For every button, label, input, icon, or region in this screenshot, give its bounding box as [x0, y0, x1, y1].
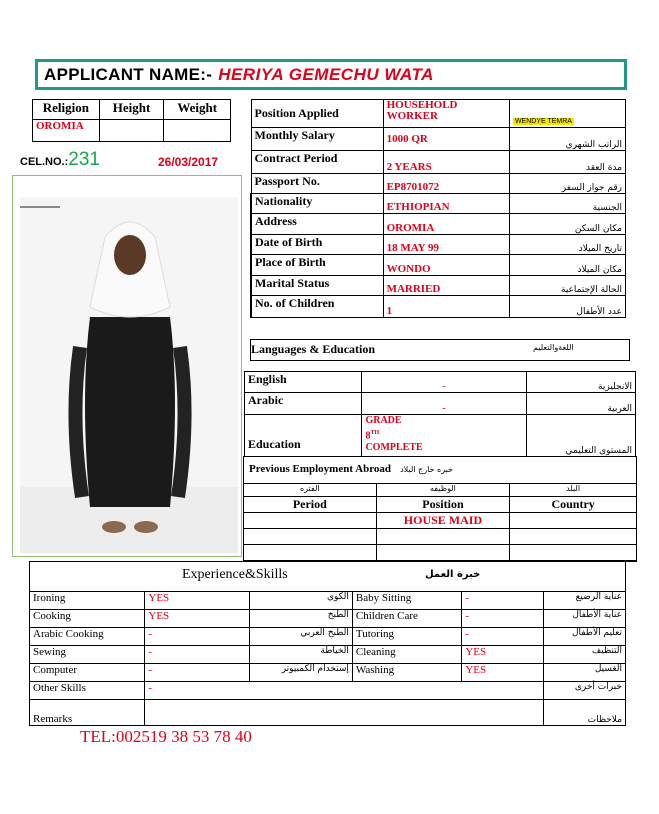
other-skills-label: Other Skills: [30, 682, 145, 700]
telephone: TEL:002519 38 53 78 40: [80, 727, 252, 746]
skill-value: YES: [462, 646, 544, 664]
passport-ar: رقم جواز السفر: [509, 174, 625, 194]
skill-label-ar: الخياطة: [250, 646, 352, 664]
period-header: Period: [244, 497, 377, 513]
skill-label: Arabic Cooking: [30, 628, 145, 646]
skills-title-ar: خبرة العمل: [425, 569, 481, 580]
employment-period: [244, 513, 377, 529]
weight-header: Weight: [164, 100, 231, 120]
skills-row: [30, 646, 626, 664]
contract-label: Contract Period: [251, 151, 383, 174]
languages-title-ar: اللغةوالتعليم: [533, 343, 574, 352]
employment-title-ar: خبره خارج البلاد: [400, 465, 453, 474]
english-ar: الانجليزية: [526, 372, 635, 393]
skills-title: Experience&Skills: [182, 567, 288, 582]
skills-row: [30, 664, 626, 682]
skill-label: Computer: [30, 664, 145, 682]
employment-position: [376, 529, 510, 545]
remarks-label: Remarks: [30, 700, 145, 726]
skill-value: -: [145, 628, 250, 646]
arabic-ar: العربية: [526, 393, 635, 415]
employment-table: [243, 483, 637, 561]
nationality-label: Nationality: [251, 194, 383, 214]
cel-date: 26/03/2017: [158, 155, 219, 169]
physical-info-table: [32, 99, 231, 142]
applicant-name-value: HERIYA GEMECHU WATA: [218, 64, 434, 84]
skill-label: Ironing: [30, 592, 145, 610]
skill-label-ar: التنظيف: [543, 646, 625, 664]
salary-ar: الراتب الشهري: [509, 128, 625, 151]
languages-title-box: [250, 339, 630, 361]
cel-number-value: 231: [68, 149, 100, 170]
pob-ar: مكان الميلاد: [509, 255, 625, 276]
applicant-photo-frame: [12, 175, 242, 557]
skill-value: -: [145, 664, 250, 682]
arabic-value: -: [362, 393, 526, 415]
education-level-sup: TH: [370, 430, 380, 436]
skill-label-ar: عناية الرضيع: [543, 592, 625, 610]
religion-value: OROMIA: [33, 120, 100, 142]
details-table: [250, 99, 626, 318]
dob-ar: تاريخ الميلاد: [509, 235, 625, 255]
skill-label: Children Care: [352, 610, 461, 628]
position-applied-value: HOUSEHOLD WORKER: [383, 100, 509, 128]
arabic-label: Arabic: [245, 393, 362, 415]
skill-label-ar: الطبخ: [250, 610, 352, 628]
nationality-ar: الجنسية: [509, 194, 625, 214]
position-agent: WENDYE TEMRA: [514, 118, 572, 125]
children-label: No. of Children: [251, 296, 383, 318]
education-grade: GRADE: [365, 415, 402, 426]
employment-country: [510, 513, 637, 529]
skill-label-ar: الطبخ العربي: [250, 628, 352, 646]
skill-label-ar: الغسيل: [543, 664, 625, 682]
cel-number-label: CEL.NO.:: [20, 156, 69, 168]
education-status: COMPLETE: [365, 442, 423, 454]
employment-country: [510, 545, 637, 561]
religion-header: Religion: [33, 100, 100, 120]
employment-row: [244, 513, 637, 529]
country-header-ar: البلد: [510, 484, 637, 497]
children-value: 1: [383, 296, 509, 318]
applicant-name-header: [35, 59, 627, 90]
passport-value: EP8701072: [383, 174, 509, 194]
skills-row: [30, 592, 626, 610]
applicant-photo: [20, 197, 238, 553]
other-skills-row: [30, 682, 626, 700]
education-label: Education: [245, 415, 362, 457]
employment-row: [244, 529, 637, 545]
contract-value: 2 YEARS: [383, 151, 509, 174]
salary-value: 1000 QR: [383, 128, 509, 151]
skills-row: [30, 610, 626, 628]
weight-value: [164, 120, 231, 142]
skill-value: -: [462, 610, 544, 628]
skill-label: Cleaning: [352, 646, 461, 664]
marital-value: MARRIED: [383, 276, 509, 296]
skills-row: [30, 628, 626, 646]
cel-number-row: [20, 149, 240, 171]
address-value: OROMIA: [383, 214, 509, 235]
skill-value: -: [462, 592, 544, 610]
country-header: Country: [510, 497, 637, 513]
english-value: -: [362, 372, 526, 393]
education-ar: المستوى التعليمي: [526, 415, 635, 457]
address-ar: مكان السكن: [509, 214, 625, 235]
employment-period: [244, 529, 377, 545]
position-header: Position: [376, 497, 510, 513]
other-skills-ar: خبرات أخرى: [543, 682, 625, 700]
children-ar: عدد الأطفال: [509, 296, 625, 318]
remarks-ar: ملاحظات: [543, 700, 625, 726]
marital-label: Marital Status: [251, 276, 383, 296]
employment-title-row: [249, 457, 453, 476]
height-header: Height: [99, 100, 164, 120]
other-skills-value: -: [145, 682, 544, 700]
skill-label: Sewing: [30, 646, 145, 664]
address-label: Address: [251, 214, 383, 235]
education-value: [362, 415, 526, 457]
skill-label-ar: الكوي: [250, 592, 352, 610]
skill-label-ar: تعليم الأطفال: [543, 628, 625, 646]
period-header-ar: الفتره: [244, 484, 377, 497]
employment-position: [376, 545, 510, 561]
skill-label-ar: عناية الأطفال: [543, 610, 625, 628]
height-value: [99, 120, 164, 142]
skills-table: [29, 591, 626, 726]
employment-country: [510, 529, 637, 545]
passport-label: Passport No.: [251, 174, 383, 194]
skills-title-box: [29, 561, 626, 591]
skill-label: Tutoring: [352, 628, 461, 646]
employment-box: [243, 456, 637, 562]
skill-label: Cooking: [30, 610, 145, 628]
employment-position: HOUSE MAID: [376, 513, 510, 529]
applicant-name-label: APPLICANT NAME:-: [44, 64, 213, 84]
skill-label-ar: إستخدام الكمبيوتر: [250, 664, 352, 682]
pob-label: Place of Birth: [251, 255, 383, 276]
skill-value: -: [462, 628, 544, 646]
education-level: [365, 427, 522, 442]
dob-label: Date of Birth: [251, 235, 383, 255]
pob-value: WONDO: [383, 255, 509, 276]
employment-period: [244, 545, 377, 561]
salary-label: Monthly Salary: [251, 128, 383, 151]
skill-value: YES: [462, 664, 544, 682]
remarks-value: [145, 700, 544, 726]
position-applied-label: Position Applied: [251, 100, 383, 128]
position-agent-cell: [509, 100, 625, 128]
contract-ar: مدة العقد: [509, 151, 625, 174]
dob-value: 18 MAY 99: [383, 235, 509, 255]
skill-value: YES: [145, 610, 250, 628]
languages-table: [244, 371, 636, 457]
education-level-number: 8: [365, 430, 371, 442]
employment-title: Previous Employment Abroad: [249, 463, 391, 475]
position-header-ar: الوظيفه: [376, 484, 510, 497]
employment-row: [244, 545, 637, 561]
marital-ar: الحالة الإجتماعية: [509, 276, 625, 296]
skill-value: -: [145, 646, 250, 664]
skill-label: Washing: [352, 664, 461, 682]
nationality-value: ETHIOPIAN: [383, 194, 509, 214]
remarks-row: [30, 700, 626, 726]
skill-value: YES: [145, 592, 250, 610]
skill-label: Baby Sitting: [352, 592, 461, 610]
english-label: English: [245, 372, 362, 393]
languages-title: Languages & Education: [251, 342, 376, 356]
